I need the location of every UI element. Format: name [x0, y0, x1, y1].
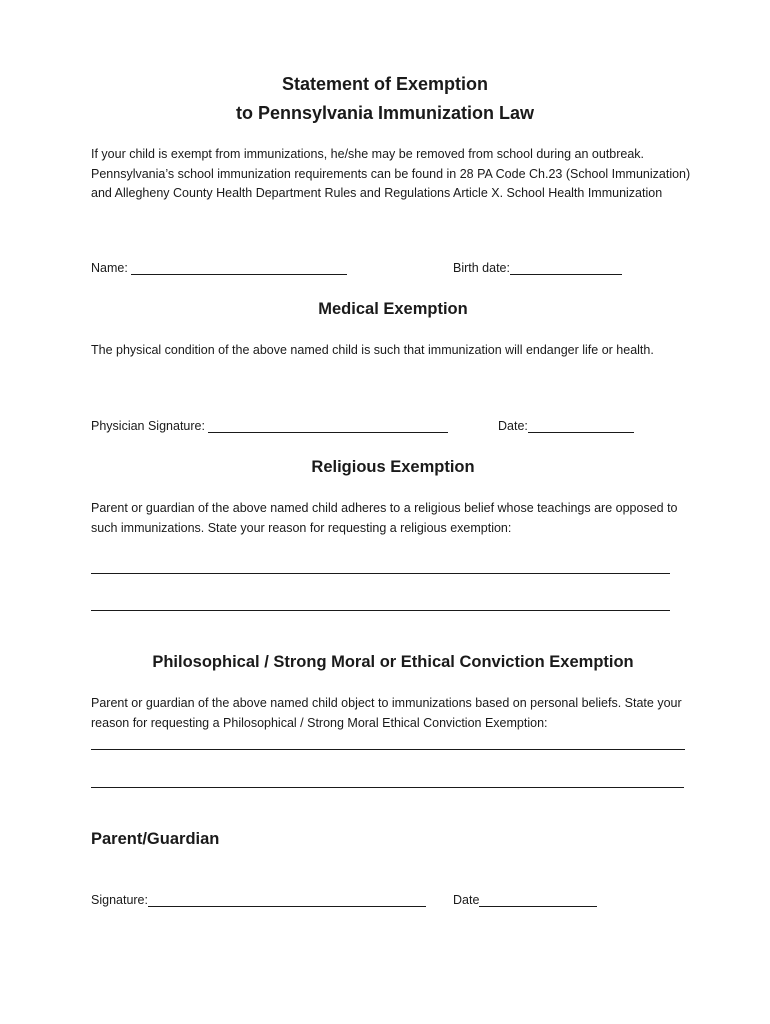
parent-date-label: Date	[453, 893, 480, 907]
medical-date-blank[interactable]	[528, 418, 634, 433]
child-name-field	[91, 260, 347, 275]
birth-date-label: Birth date:	[453, 261, 510, 275]
parent-signature-blank[interactable]	[148, 892, 426, 907]
parent-date-blank[interactable]	[479, 892, 597, 907]
form-title-line1: Statement of Exemption	[281, 74, 489, 94]
philosophical-reason-line-1[interactable]	[91, 749, 685, 750]
physician-signature-label: Physician Signature:	[91, 419, 205, 433]
parent-signature-label: Signature:	[91, 893, 148, 907]
philosophical-exemption-text: Parent or guardian of the above named child object to immunizations based on personal beliefs. State your reason for requesting a Philosophical / Strong Moral Ethical Conviction Exemption:	[91, 696, 682, 730]
birth-date-field	[453, 260, 622, 275]
religious-reason-line-2[interactable]	[91, 610, 670, 611]
intro-paragraph: If your child is exempt from immunizations, he/she may be removed from school during an outbreak. Pennsylvania’s school immunization requirements can be found in 28 PA Code Ch.23 (School Immunization) and Allegheny County Health Department Rules and Regulations Article X. School Health Immunization	[91, 147, 691, 200]
medical-date-label: Date:	[498, 419, 528, 433]
form-title-line2: to Pennsylvania Immunization Law	[235, 103, 535, 123]
religious-exemption-heading: Religious Exemption	[311, 458, 475, 476]
medical-exemption-heading: Medical Exemption	[318, 300, 468, 318]
birth-date-blank[interactable]	[510, 260, 622, 275]
physician-signature-field	[91, 418, 448, 433]
medical-exemption-text: The physical condition of the above named child is such that immunization will endanger life or health.	[91, 343, 654, 357]
parent-date-field	[453, 892, 597, 907]
medical-date-field	[498, 418, 634, 433]
philosophical-exemption-heading: Philosophical / Strong Moral or Ethical Conviction Exemption	[152, 653, 634, 671]
philosophical-reason-line-2[interactable]	[91, 787, 684, 788]
parent-guardian-heading: Parent/Guardian	[91, 830, 220, 848]
religious-exemption-text: Parent or guardian of the above named child adheres to a religious belief whose teachings are opposed to such immunizations. State your reason for requesting a religious exemption:	[91, 501, 678, 535]
parent-signature-field	[91, 892, 426, 907]
religious-reason-line-1[interactable]	[91, 573, 670, 574]
child-name-blank[interactable]	[131, 260, 347, 275]
physician-signature-blank[interactable]	[208, 418, 448, 433]
child-name-label: Name:	[91, 261, 128, 275]
